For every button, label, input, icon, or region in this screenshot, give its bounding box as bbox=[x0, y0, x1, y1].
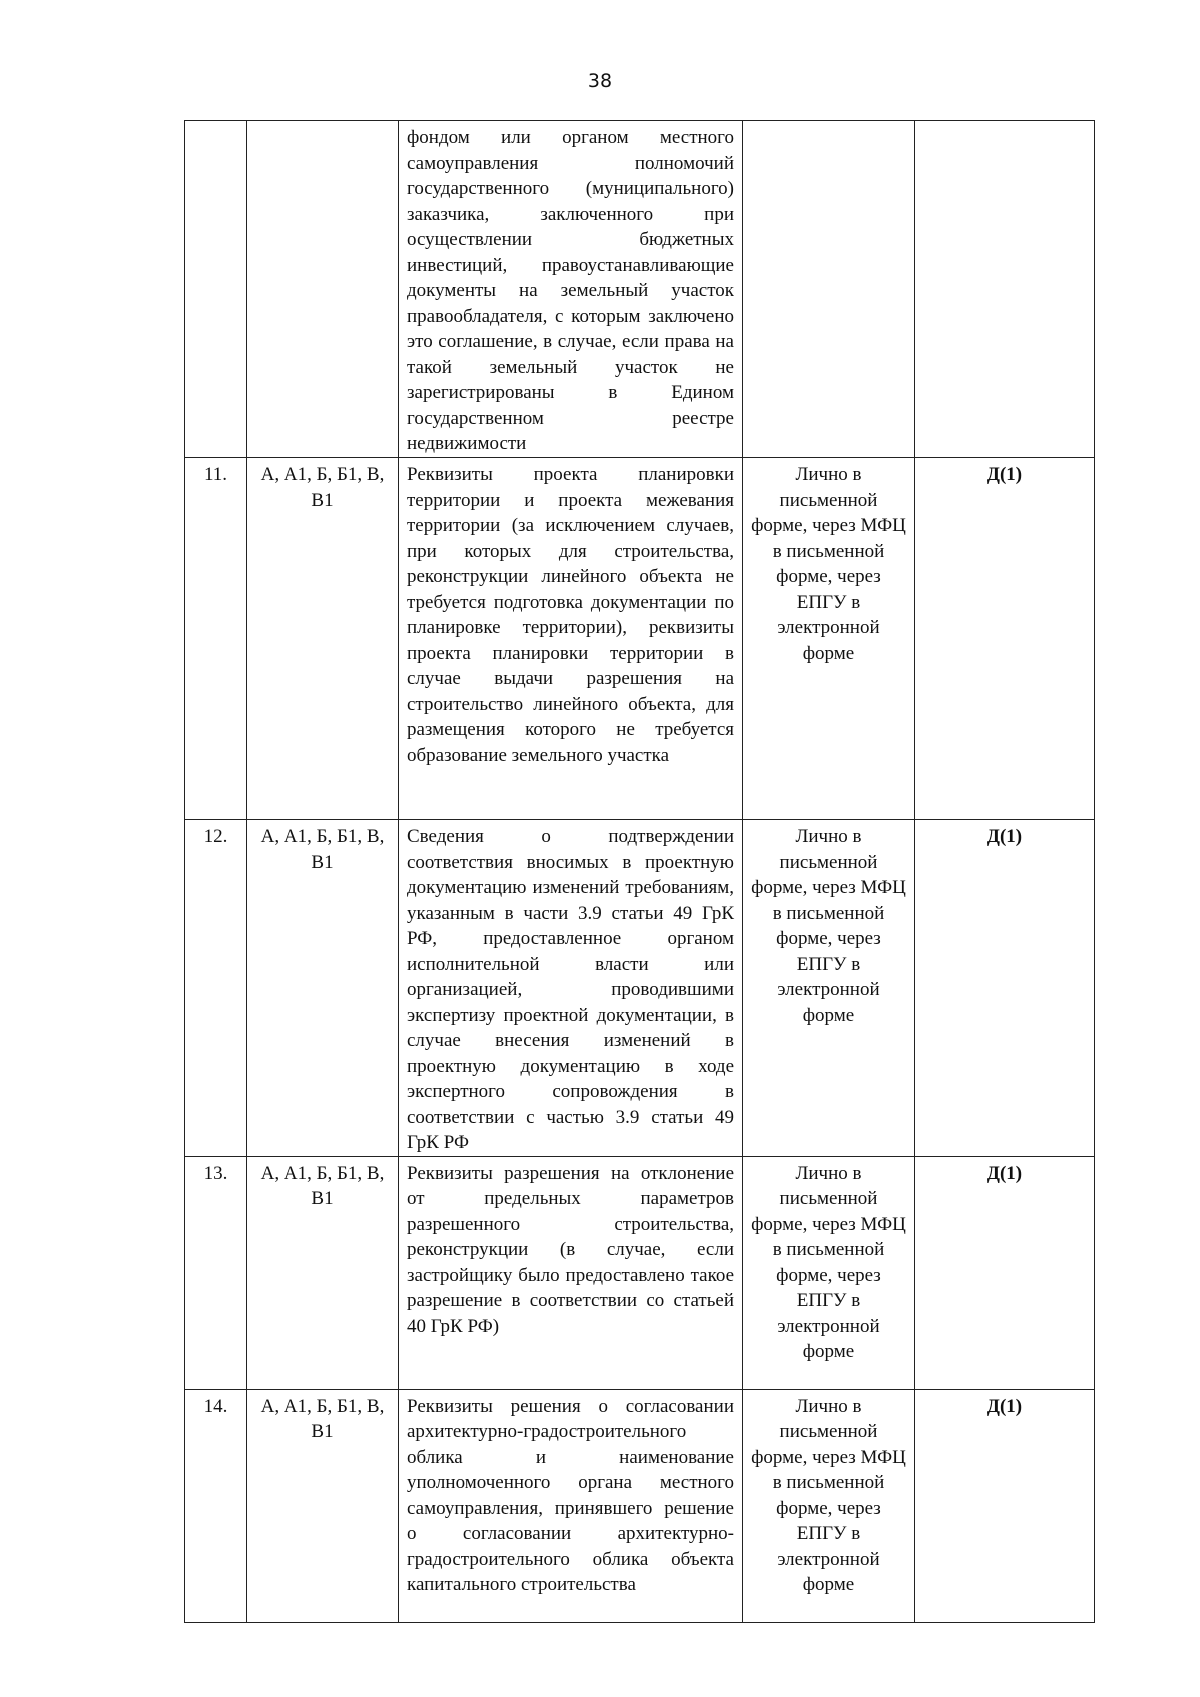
document-code-cell bbox=[915, 121, 1095, 458]
row-number-cell: 12. bbox=[185, 820, 247, 1157]
categories-cell bbox=[247, 121, 399, 458]
table-row bbox=[185, 121, 1095, 458]
submission-method-cell: Лично в письменной форме, через МФЦ в письменной форме, через ЕПГУ в электронной форме bbox=[743, 1156, 915, 1389]
categories-cell: А, А1, Б, Б1, В, В1 bbox=[247, 1389, 399, 1622]
description-cell: Сведения о подтверждении соответствия вносимых в проектную документацию изменений требованиям, указанным в части 3.9 статьи 49 ГрК РФ, предоставленное органом исполнительной власти или организацией, проводившими экспертизу проектной документации, в случае внесения изменений в проектную документацию в ходе экспертного сопровождения в соответствии с частью 3.9 статьи 49 ГрК РФ bbox=[399, 820, 743, 1157]
page-number: 38 bbox=[587, 70, 613, 92]
row-number-cell: 11. bbox=[185, 458, 247, 820]
document-code-cell: Д(1) bbox=[915, 1156, 1095, 1389]
document-code-cell: Д(1) bbox=[915, 820, 1095, 1157]
description-cell: фондом или органом местного самоуправления полномочий государственного (муниципального) заказчика, заключенного при осуществлении бюджетных инвестиций, правоустанавливающие документы на земельный участок правообладателя, с которым заключено это соглашение, в случае, если права на такой земельный участок не зарегистрированы в Едином государственном реестре недвижимости bbox=[399, 121, 743, 458]
document-code-cell: Д(1) bbox=[915, 458, 1095, 820]
description-cell: Реквизиты разрешения на отклонение от предельных параметров разрешенного строительства, реконструкции (в случае, если застройщику было предоставлено такое разрешение в соответствии со статьей 40 ГрК РФ) bbox=[399, 1156, 743, 1389]
submission-method-cell: Лично в письменной форме, через МФЦ в письменной форме, через ЕПГУ в электронной форме bbox=[743, 458, 915, 820]
table-row bbox=[185, 458, 1095, 820]
row-number-cell: 14. bbox=[185, 1389, 247, 1622]
table-row bbox=[185, 820, 1095, 1157]
documents-table bbox=[184, 120, 1095, 1623]
categories-cell: А, А1, Б, Б1, В, В1 bbox=[247, 458, 399, 820]
document-code-cell: Д(1) bbox=[915, 1389, 1095, 1622]
table-row bbox=[185, 1156, 1095, 1389]
submission-method-cell: Лично в письменной форме, через МФЦ в письменной форме, через ЕПГУ в электронной форме bbox=[743, 1389, 915, 1622]
row-number-cell: 13. bbox=[185, 1156, 247, 1389]
submission-method-cell: Лично в письменной форме, через МФЦ в письменной форме, через ЕПГУ в электронной форме bbox=[743, 820, 915, 1157]
submission-method-cell bbox=[743, 121, 915, 458]
row-number-cell bbox=[185, 121, 247, 458]
table-row bbox=[185, 1389, 1095, 1622]
categories-cell: А, А1, Б, Б1, В, В1 bbox=[247, 1156, 399, 1389]
description-cell: Реквизиты решения о согласовании архитектурно-градостроительного облика и наименование уполномоченного органа местного самоуправления, принявшего решение о согласовании архитектурно-градостроительного облика объекта капитального строительства bbox=[399, 1389, 743, 1622]
description-cell: Реквизиты проекта планировки территории и проекта межевания территории (за исключением случаев, при которых для строительства, реконструкции линейного объекта не требуется подготовка документации по планировке территории), реквизиты проекта планировки территории в случае выдачи разрешения на строительство линейного объекта, для размещения которого не требуется образование земельного участка bbox=[399, 458, 743, 820]
categories-cell: А, А1, Б, Б1, В, В1 bbox=[247, 820, 399, 1157]
